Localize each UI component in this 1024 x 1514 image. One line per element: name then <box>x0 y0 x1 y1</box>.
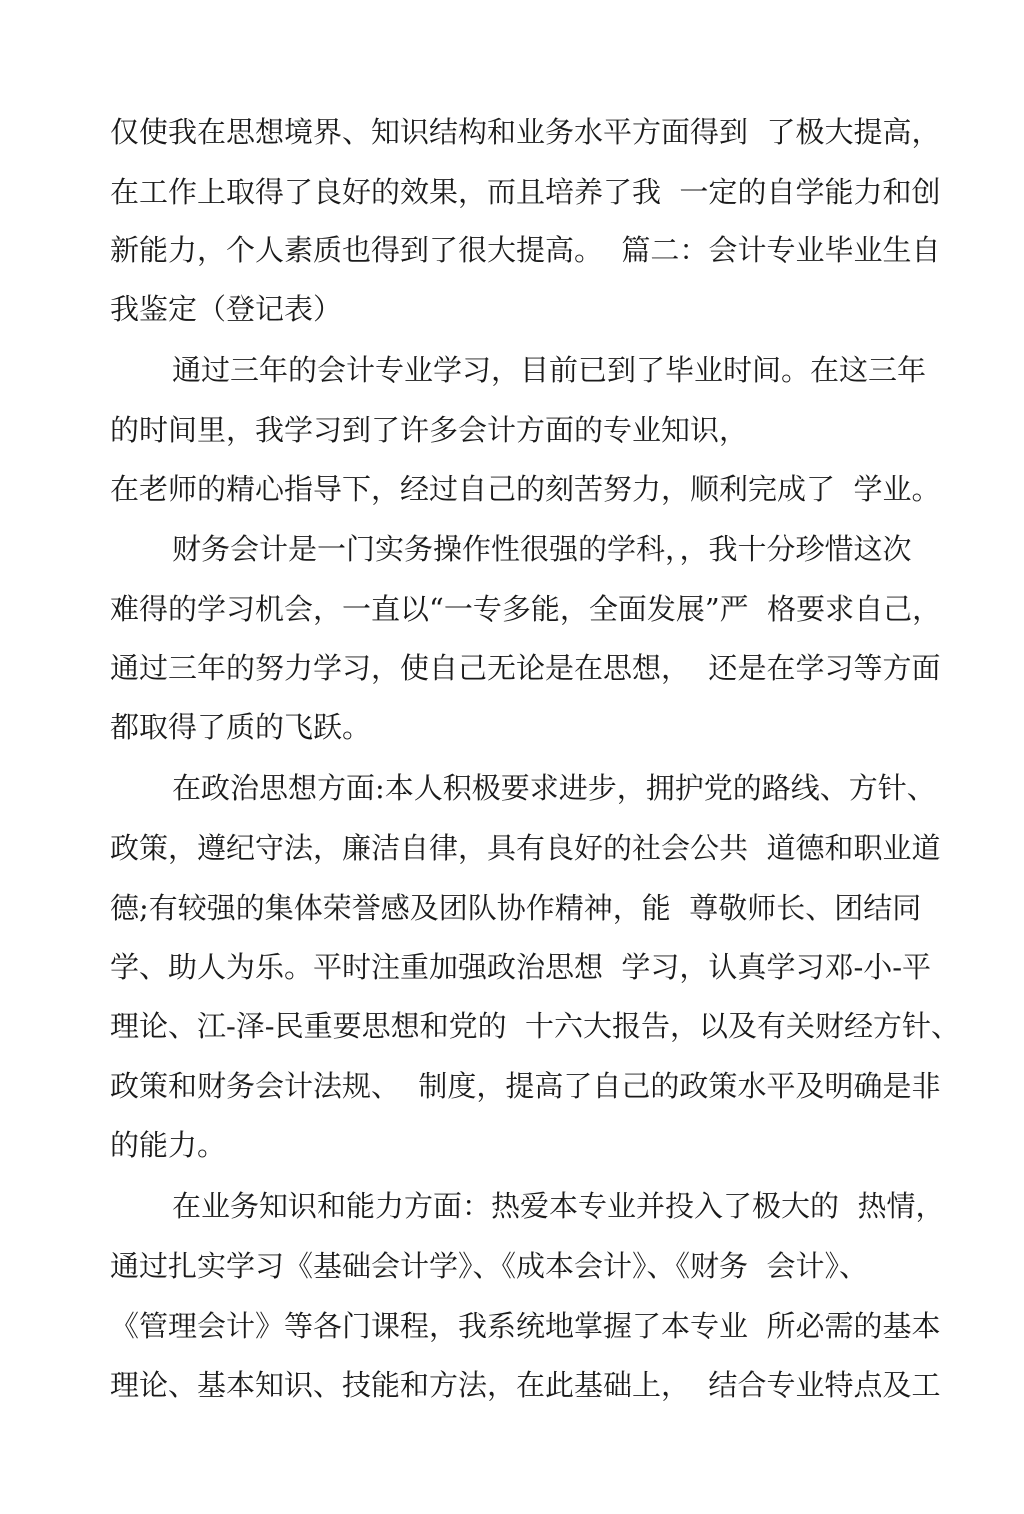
text-line: 《管理会计》等各门课程，我系统地掌握了本专业 所必需的基本 <box>110 1309 941 1343</box>
text-line: 德;有较强的集体荣誉感及团队协作精神，能 尊敬师长、团结同 <box>110 891 922 925</box>
text-line: 难得的学习机会，一直以“一专多能，全面发展”严 格要求自己， <box>110 592 942 626</box>
text-line: 通过扎实学习《基础会计学》、《成本会计》、《财务 会计》、 <box>110 1249 868 1283</box>
text-line: 在工作上取得了良好的效果，而且培养了我 一定的自学能力和创 <box>110 175 941 209</box>
text-line: 学、助人为乐。平时注重加强政治思想 学习，认真学习邓-小-平 <box>110 950 932 984</box>
paragraph-first-line: 通过三年的会计专业学习，目前已到了毕业时间。在这三年 <box>172 353 927 387</box>
paragraph-first-line: 在业务知识和能力方面：热爱本专业并投入了极大的 热情， <box>172 1189 945 1223</box>
paragraph-first-line: 财务会计是一门实务操作性很强的学科，，我十分珍惜这次 <box>172 532 912 566</box>
text-line: 在老师的精心指导下，经过自己的刻苦努力，顺利完成了 学业。 <box>110 472 941 506</box>
text-line: 理论、基本知识、技能和方法，在此基础上， 结合专业特点及工 <box>110 1368 941 1402</box>
text-line: 通过三年的努力学习，使自己无论是在思想， 还是在学习等方面 <box>110 651 941 685</box>
text-line: 政策和财务会计法规、 制度，提高了自己的政策水平及明确是非 <box>110 1069 941 1103</box>
text-line: 新能力，个人素质也得到了很大提高。 篇二：会计专业毕业生自 <box>110 233 941 267</box>
text-line: 都取得了质的飞跃。 <box>110 710 372 744</box>
text-line: 的能力。 <box>110 1128 227 1162</box>
text-line: 政策，遵纪守法，廉洁自律，具有良好的社会公共 道德和职业道 <box>110 831 941 865</box>
text-line: 我鉴定（登记表） <box>110 292 343 326</box>
text-line: 理论、江-泽-民重要思想和党的 十六大报告，以及有关财经方针、 <box>110 1009 961 1043</box>
text-line: 仅使我在思想境界、知识结构和业务水平方面得到 了极大提高， <box>110 115 941 149</box>
paragraph-first-line: 在政治思想方面:本人积极要求进步，拥护党的路线、方针、 <box>172 771 936 805</box>
text-line: 的时间里，我学习到了许多会计方面的专业知识， <box>110 413 749 447</box>
